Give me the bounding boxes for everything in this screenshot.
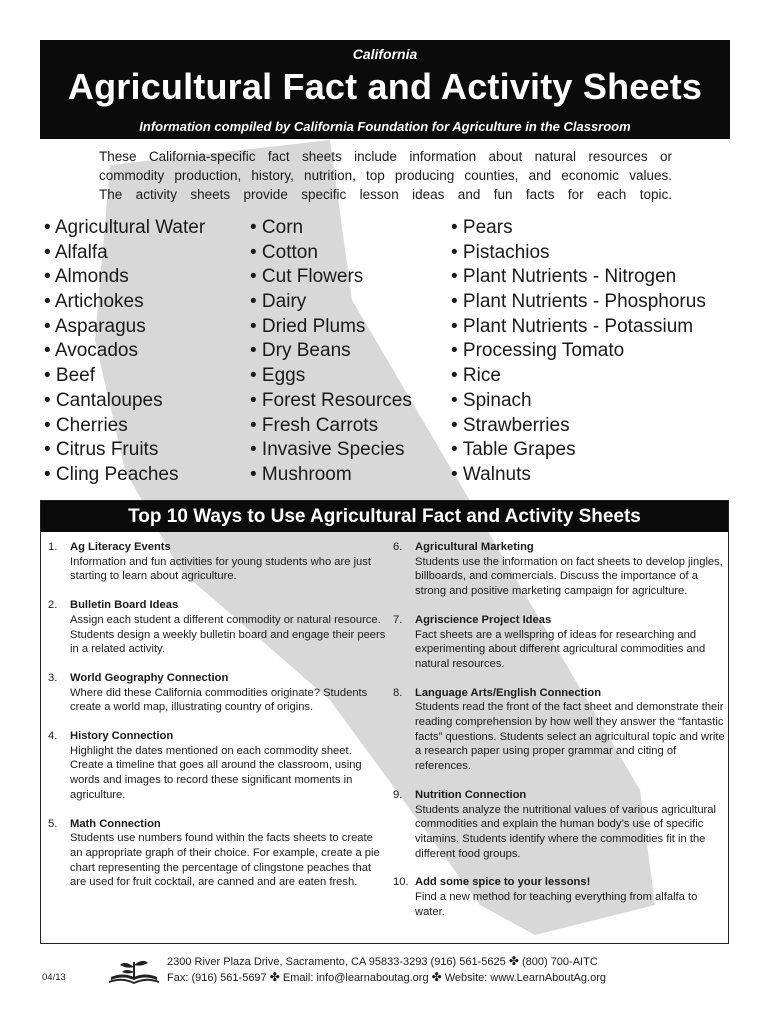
topic-item: • Pistachios [451,241,550,263]
way-text: Students read the front of the fact sheet and demonstrate their reading comprehension by how well they answer the “fantastic facts” questions. Students select an agricultural topic and write a research paper using proper grammar and citing of references. [415,701,725,773]
topic-item: • Plant Nutrients - Potassium [451,315,694,337]
top-ten-ways-title: Top 10 Ways to Use Agricultural Fact and Activity Sheets [41,501,728,532]
footer-address: 2300 River Plaza Drive, Sacramento, CA 95833-3293 (916) 561-5625 [167,956,506,968]
leaf-icon: ✤ [431,970,442,984]
intro-line: These California-specific fact sheets include information about natural resources or [99,149,672,164]
intro-paragraph [99,147,672,204]
topic-item: • Almonds [44,266,129,288]
topic-item: • Avocados [44,340,138,362]
way-item [48,598,388,657]
way-number: 4. [48,730,58,743]
way-item [393,686,730,774]
topic-item: • Cling Peaches [44,463,179,485]
topic-item: • Corn [250,217,304,238]
topic-list-col3 [451,216,706,488]
ways-column-left [48,540,388,904]
topic-item: • Plant Nutrients - Nitrogen [451,266,677,288]
page-title: Agricultural Fact and Activity Sheets [67,66,703,107]
intro-line: commodity production, history, nutrition, top producing counties, and economic values. [99,168,672,183]
topic-item: • Cherries [44,414,128,436]
topic-item: • Plant Nutrients - Phosphorus [451,291,706,313]
leaf-icon: ✤ [269,970,280,984]
topic-item: • Spinach [451,389,532,411]
footer-website[interactable]: Website: www.LearnAboutAg.org [444,972,606,984]
way-title: Nutrition Connection [415,788,527,801]
revision-code: 04/13 [42,972,66,983]
way-title: Agricultural Marketing [415,541,534,553]
topic-item: • Forest Resources [250,389,412,411]
footer-contact [167,954,606,986]
topic-item: • Citrus Fruits [44,439,159,461]
way-text: Students use numbers found within the facts sheets to create an appropriate graph of their choice. For example, create a pie chart representing the percentage of clingstone peaches that are used for fruit cocktail, are canned and are eaten fresh. [70,832,380,889]
way-number: 6. [393,541,403,553]
way-number: 10. [393,876,409,889]
footer-phone: (800) 700-AITC [521,956,598,968]
way-number: 3. [48,671,58,684]
way-item [393,613,730,672]
way-text: Students analyze the nutritional values of various agricultural commodities and explain the human body’s use of specific vitamins. Students identify where the commodities fit in the different food groups. [415,803,716,860]
way-item [393,788,730,862]
way-title: Agriscience Project Ideas [415,613,552,626]
topic-item: • Strawberries [451,414,570,436]
topic-item: • Cut Flowers [250,266,364,288]
way-number: 7. [393,613,403,626]
topic-item: • Dry Beans [250,340,351,362]
way-title: Add some spice to your lessons! [415,876,591,889]
footer-email[interactable]: Email: info@learnaboutag.org [282,972,429,984]
way-title: Ag Literacy Events [70,541,171,553]
way-text: Fact sheets are a wellspring of ideas for researching and experimenting about different agricultural commodities and natural resources. [415,628,706,670]
topic-item: • Alfalfa [44,241,108,263]
way-item [393,875,730,919]
way-title: History Connection [70,730,174,743]
header-subtitle: Information compiled by California Foundation for Agriculture in the Classroom [139,119,631,134]
footer-fax: Fax: (916) 561-5697 [167,972,267,984]
way-number: 1. [48,541,58,553]
topic-item: • Cotton [250,241,318,263]
way-number: 2. [48,599,58,612]
topic-item: • Pears [451,217,513,238]
topic-list-col2 [250,216,412,488]
way-text: Information and fun activities for young students who are just starting to learn about agriculture. [70,555,371,583]
way-item [48,540,388,584]
way-title: Bulletin Board Ideas [70,599,179,612]
way-item [48,817,388,891]
topic-item: • Dairy [250,291,307,313]
topic-item: • Agricultural Water [44,217,206,238]
topic-item: • Rice [451,365,501,387]
topic-list-col1 [44,216,205,488]
way-item [393,540,730,599]
topic-item: • Walnuts [451,463,531,485]
topic-item: • Cantaloupes [44,389,163,411]
ways-column-right [393,540,730,933]
book-plant-logo-icon [105,955,163,987]
way-title: World Geography Connection [70,671,229,684]
header-state: California [352,46,418,62]
topic-item: • Processing Tomato [451,340,625,362]
way-item [48,671,388,715]
topic-item: • Beef [44,365,96,387]
way-title: Math Connection [70,817,161,830]
way-text: Assign each student a different commodity or natural resource. Students design a weekly bulletin board and engage their peers in a related activity. [70,613,386,656]
topic-item: • Asparagus [44,315,146,337]
way-text: Find a new method for teaching everything from alfalfa to water. [415,891,698,918]
topic-item: • Mushroom [250,463,352,485]
topic-item: • Invasive Species [250,439,405,461]
way-text: Highlight the dates mentioned on each commodity sheet. Create a timeline that goes all around the classroom, using words and images to record these significant moments in agriculture. [70,744,362,801]
topic-item: • Fresh Carrots [250,414,379,436]
way-text: Where did these California commodities originate? Students create a world map, illustrating country of origins. [70,686,368,714]
topic-item: • Artichokes [44,291,144,313]
way-number: 9. [393,788,403,801]
way-title: Language Arts/English Connection [415,686,602,699]
way-item [48,729,388,803]
leaf-icon: ✤ [508,954,519,968]
topic-item: • Dried Plums [250,315,366,337]
topic-item: • Table Grapes [451,439,576,461]
intro-line: The activity sheets provide specific lesson ideas and fun facts for each topic. [99,187,672,202]
way-number: 5. [48,817,58,830]
header-banner [40,40,730,139]
way-text: Students use the information on fact sheets to develop jingles, billboards, and commercials. Discuss the importance of a strong and positive marketing campaign for agriculture. [415,555,723,598]
topic-item: • Eggs [250,365,306,387]
way-number: 8. [393,686,403,699]
